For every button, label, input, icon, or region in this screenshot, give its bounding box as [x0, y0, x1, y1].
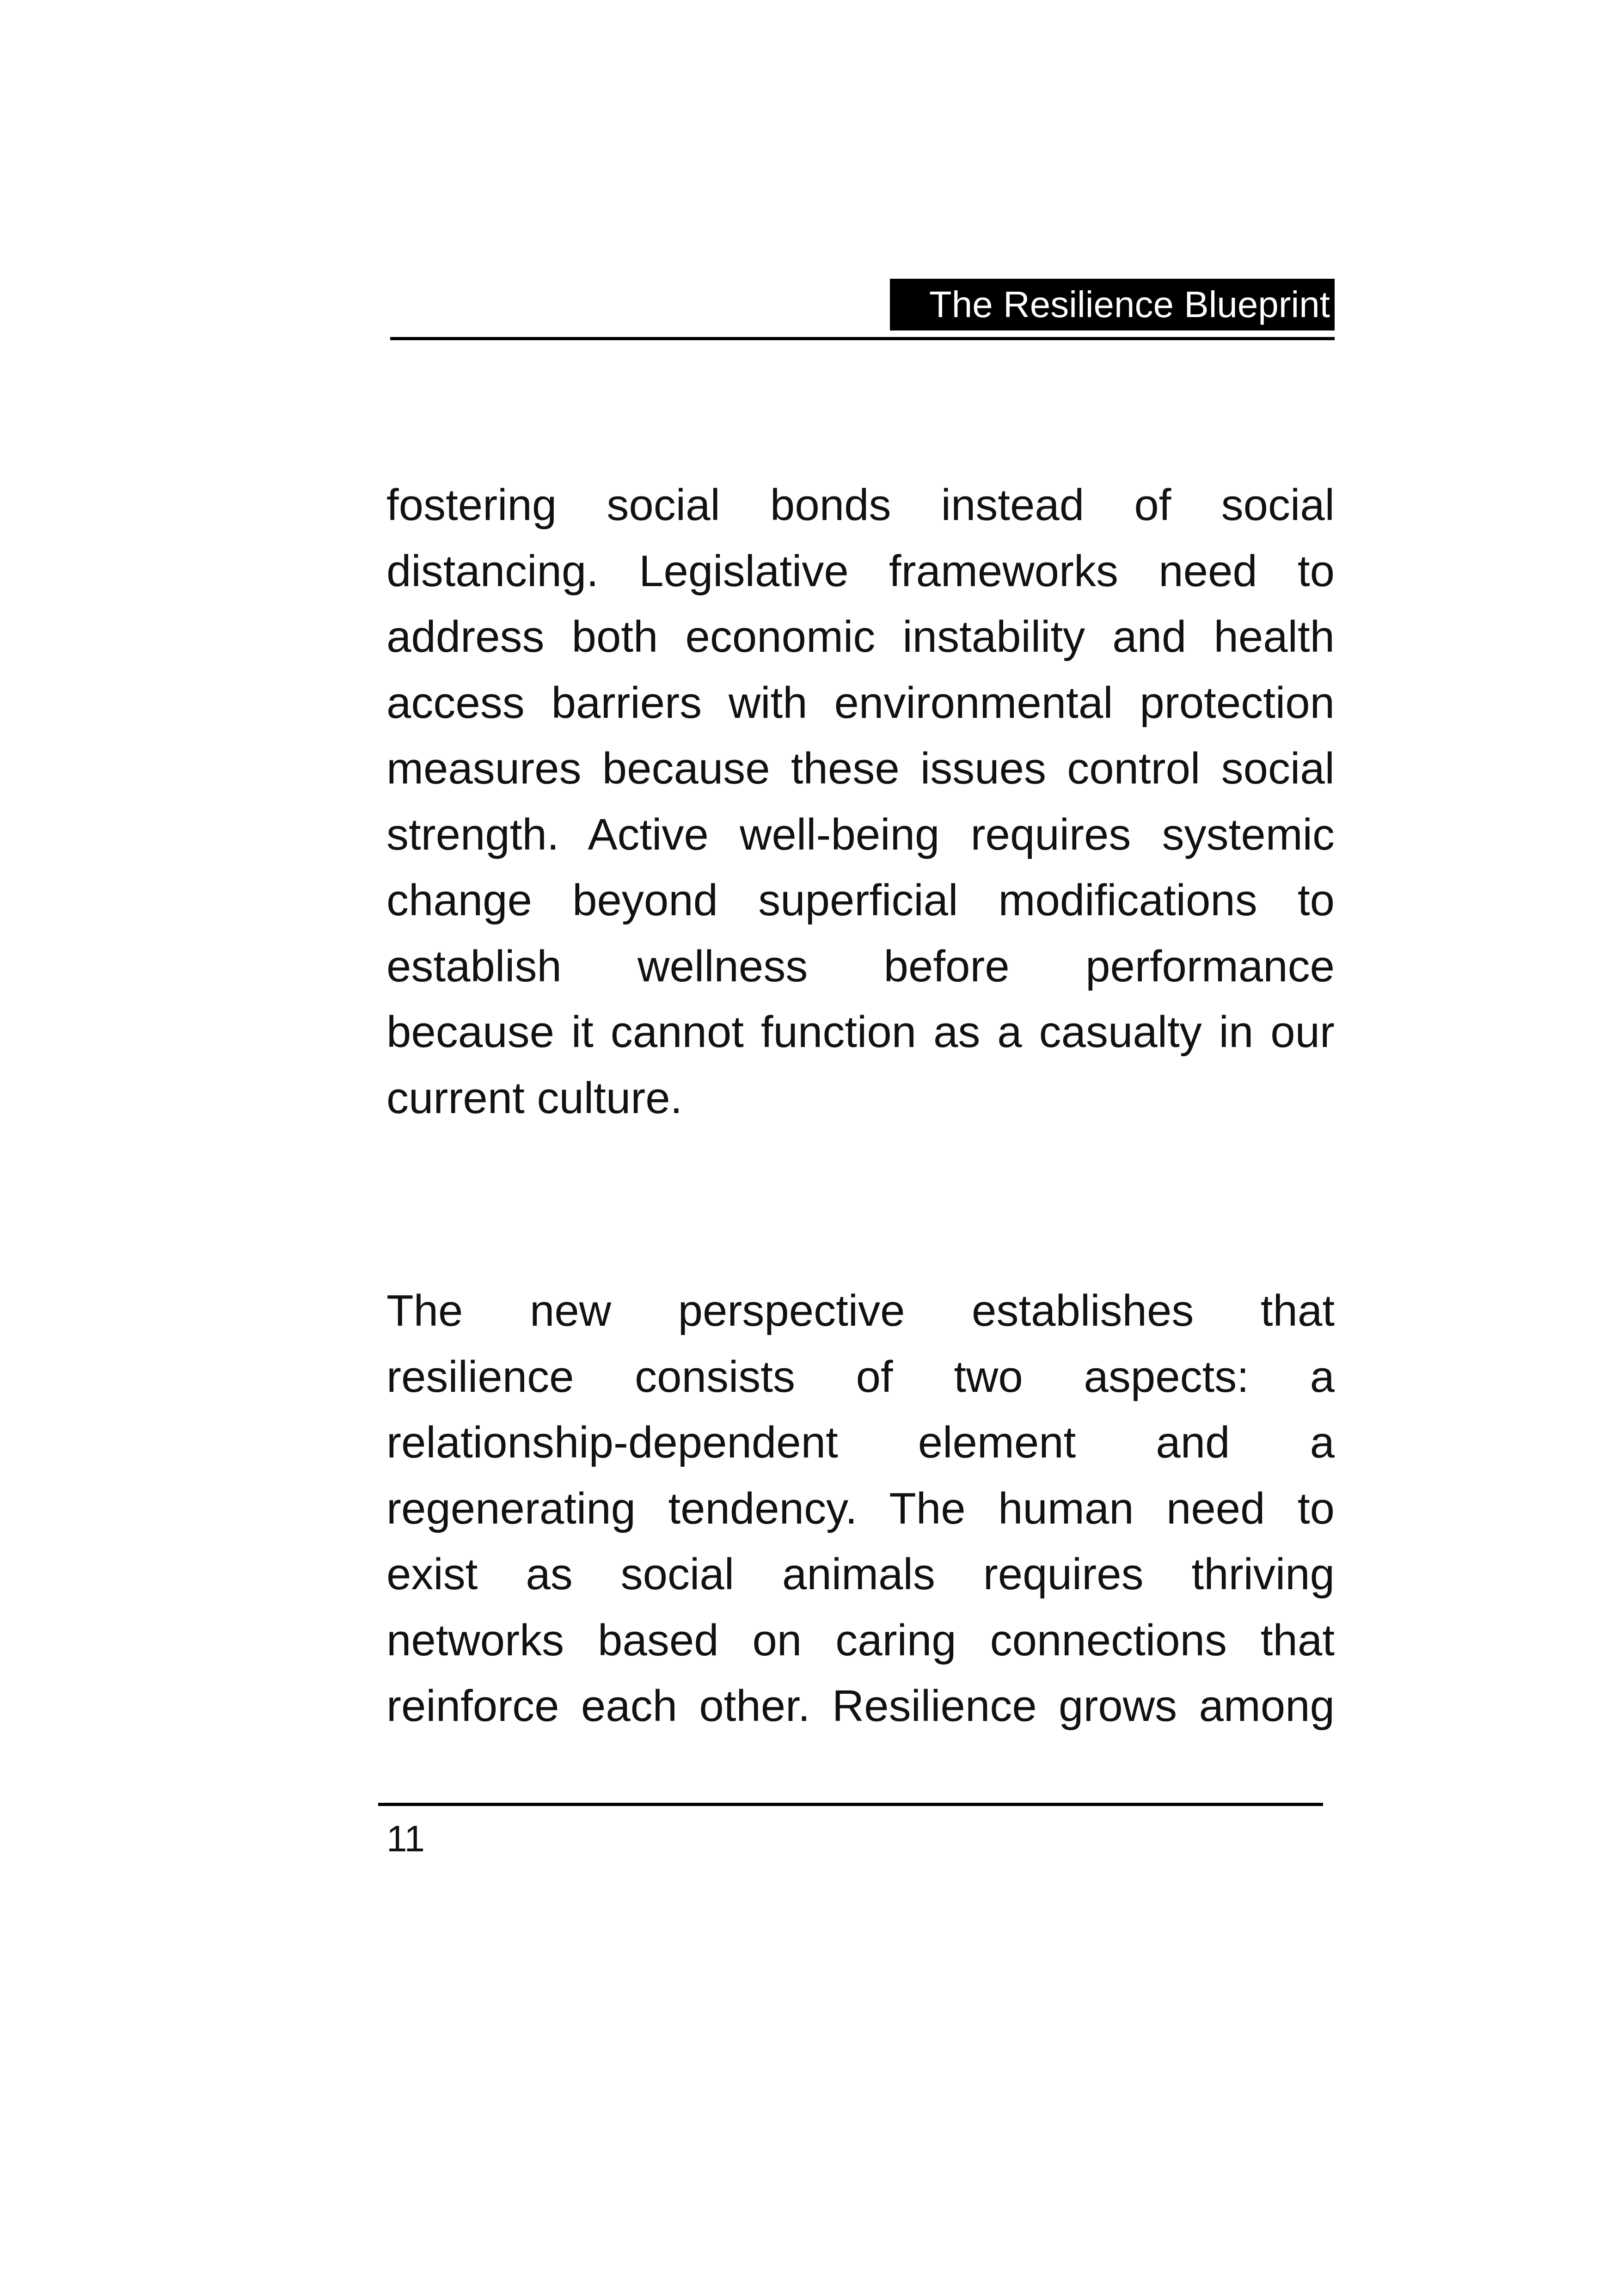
footer-divider [378, 1803, 1323, 1806]
text-line: networks based on caring connections that [386, 1615, 1335, 1665]
text-line: because it cannot function as a casualty in our [386, 1007, 1335, 1057]
running-header-title: The Resilience Blueprint [890, 279, 1335, 331]
text-line: The new perspective establishes that [386, 1286, 1335, 1335]
text-line: fostering social bonds instead of social [386, 480, 1335, 530]
text-line: access barriers with environmental protection [386, 678, 1335, 728]
page-number: 11 [386, 1818, 425, 1859]
text-line: relationship-dependent element and a [386, 1418, 1335, 1467]
text-line: address both economic instability and health [386, 612, 1335, 661]
text-line: resilience consists of two aspects: a [386, 1352, 1335, 1402]
body-paragraph-1 [386, 472, 1335, 1131]
text-line: establish wellness before performance [386, 941, 1335, 991]
text-line: distancing. Legislative frameworks need to [386, 546, 1335, 596]
text-line: change beyond superficial modifications to [386, 876, 1335, 925]
body-paragraph-2 [386, 1278, 1335, 1739]
text-line: reinforce each other. Resilience grows among [386, 1681, 1335, 1731]
text-line: measures because these issues control social [386, 744, 1335, 793]
text-line: regenerating tendency. The human need to [386, 1483, 1335, 1533]
header-divider [390, 337, 1335, 340]
text-line: strength. Active well-being requires systemic [386, 809, 1335, 859]
text-line: current culture. [386, 1073, 683, 1123]
text-line: exist as social animals requires thriving [386, 1549, 1335, 1599]
